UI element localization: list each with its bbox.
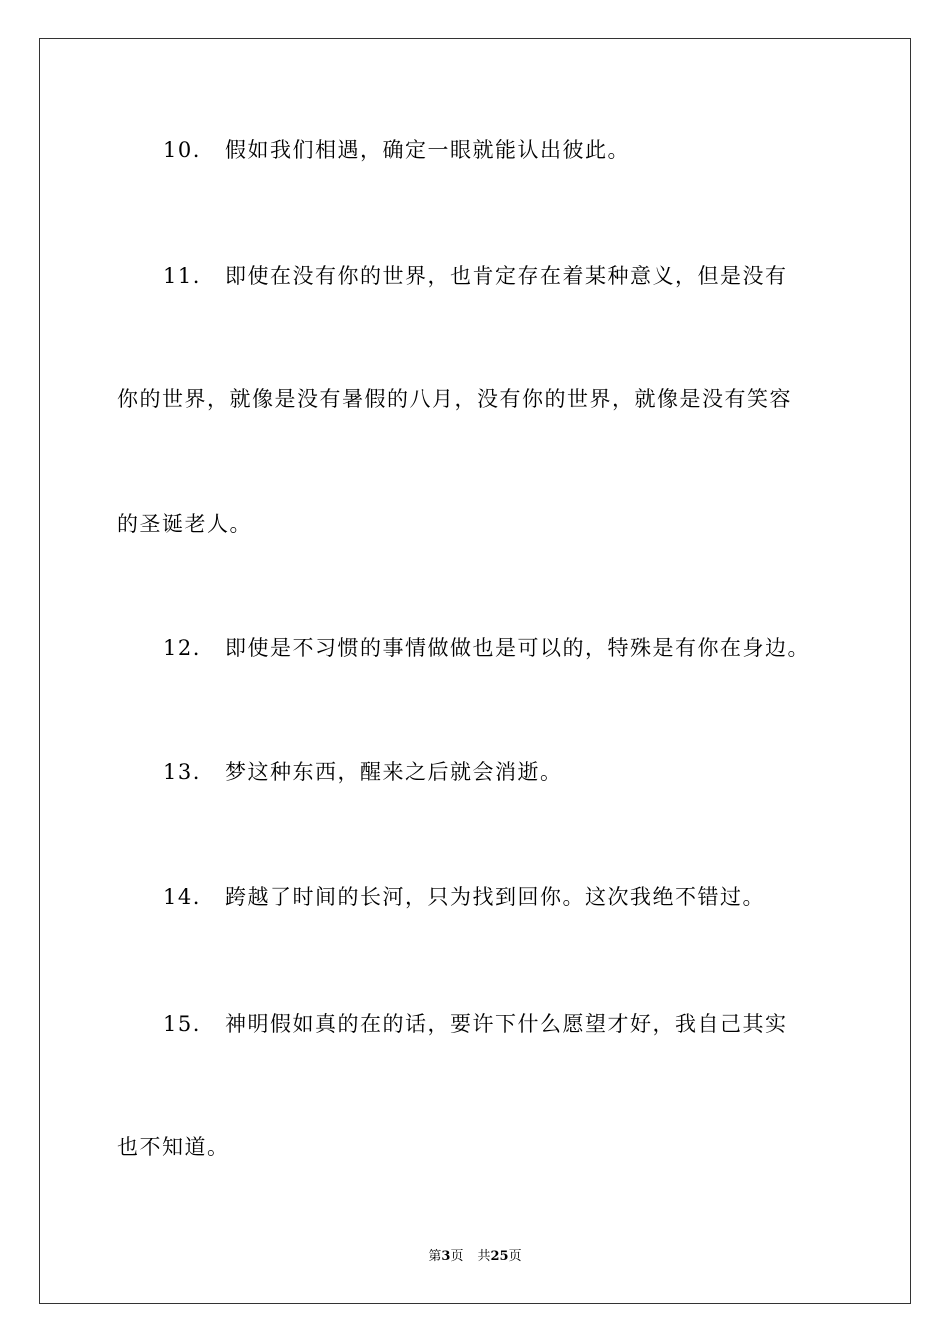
list-item-14 bbox=[163, 883, 833, 911]
footer-total-prefix: 共 bbox=[477, 1249, 491, 1264]
list-item-13 bbox=[163, 758, 833, 786]
footer-total-number: 25 bbox=[490, 1249, 509, 1264]
item-text: 梦这种东西，醒来之后就会消逝。 bbox=[225, 760, 563, 784]
list-item-11-continued-line-2 bbox=[117, 510, 833, 538]
item-text: 神明假如真的在的话，要许下什么愿望才好，我自己其实 bbox=[225, 1012, 788, 1036]
item-number: 11. bbox=[163, 264, 201, 288]
list-item-11-continued-line-1 bbox=[117, 385, 833, 413]
item-number: 15. bbox=[163, 1012, 201, 1036]
item-number: 14. bbox=[163, 885, 201, 909]
list-item-12 bbox=[163, 634, 833, 662]
item-text: 即使在没有你的世界，也肯定存在着某种意义，但是没有 bbox=[225, 264, 788, 288]
list-item-15 bbox=[163, 1010, 833, 1038]
item-number: 13. bbox=[163, 760, 201, 784]
item-text: 跨越了时间的长河，只为找到回你。这次我绝不错过。 bbox=[225, 885, 765, 909]
page-border bbox=[39, 38, 911, 1304]
item-text: 你的世界，就像是没有暑假的八月，没有你的世界，就像是没有笑容 bbox=[117, 387, 792, 411]
page-footer bbox=[0, 1248, 950, 1266]
item-text: 假如我们相遇，确定一眼就能认出彼此。 bbox=[225, 138, 630, 162]
item-text: 的圣诞老人。 bbox=[117, 512, 252, 536]
list-item-10 bbox=[163, 136, 833, 164]
list-item-11 bbox=[163, 262, 833, 290]
footer-page-suffix: 页 bbox=[450, 1249, 464, 1264]
item-number: 12. bbox=[163, 636, 201, 660]
item-text: 也不知道。 bbox=[117, 1135, 230, 1159]
item-text: 即使是不习惯的事情做做也是可以的，特殊是有你在身边。 bbox=[225, 636, 810, 660]
footer-page-number: 3 bbox=[441, 1249, 451, 1264]
list-item-15-continued-line-1 bbox=[117, 1133, 833, 1161]
footer-page-prefix: 第 bbox=[428, 1249, 442, 1264]
item-number: 10. bbox=[163, 138, 201, 162]
footer-total-suffix: 页 bbox=[508, 1249, 522, 1264]
